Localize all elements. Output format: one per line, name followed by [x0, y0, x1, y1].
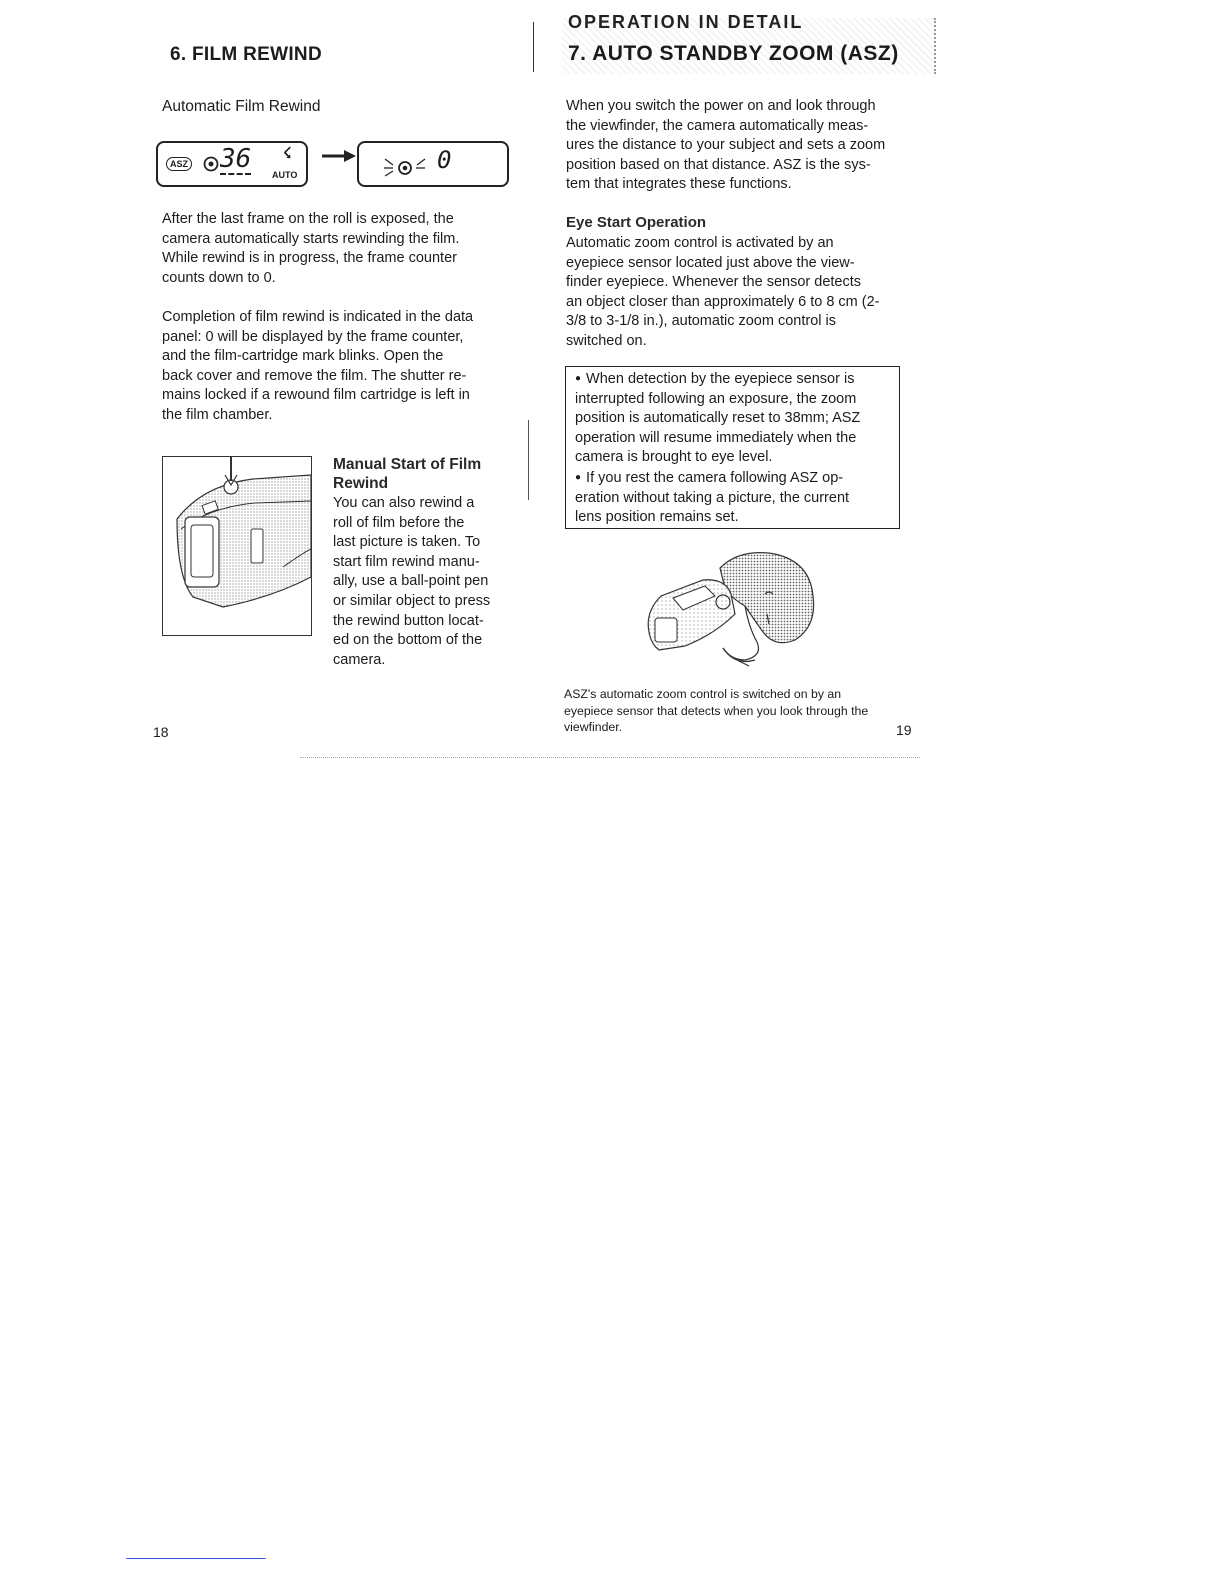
rewind-paragraph-2: Completion of film rewind is indicated in the data panel: 0 will be displayed by the frame counter, and the film-cartridge mark blinks. Open the back cover and remove the film. The shutter re- mains locked if a rewound film cartridge is left in the film chamber.	[162, 309, 474, 423]
scan-edge-line	[300, 757, 920, 758]
bullet-icon: ●	[575, 471, 582, 483]
notes-box	[565, 366, 900, 529]
lcd-display-before	[156, 141, 308, 187]
page-divider-lower	[528, 420, 529, 500]
frame-counter-0: 0	[437, 146, 452, 174]
lens-icon	[203, 156, 219, 172]
camera-drawing	[163, 457, 311, 635]
note-item-2: ● If you rest the camera following ASZ op- eration without taking a picture, the current lens position remains set.	[575, 469, 850, 526]
eyepiece-sensor-illustration	[645, 548, 820, 673]
blinking-cartridge-icon	[381, 155, 437, 179]
camera-bottom-illustration	[162, 456, 312, 636]
left-page-number: 18	[153, 724, 169, 740]
header-running-title: OPERATION IN DETAIL	[568, 12, 804, 28]
figure-caption: ASZ's automatic zoom control is switched on by an eyepiece sensor that detects when you look through the viewfinder.	[564, 687, 869, 734]
arrow-right-icon	[320, 148, 358, 164]
eye-start-title: Eye Start Operation	[566, 214, 707, 231]
frame-counter-36: 36	[220, 144, 252, 174]
flash-icon: ☇	[283, 145, 292, 162]
left-section-title: 6. FILM REWIND	[170, 44, 322, 65]
asz-intro: When you switch the power on and look through the viewfinder, the camera automatically meas- ures the distance to your subject and sets a zoom position based on that distance. ASZ is the sys- tem that integrates these functions.	[566, 98, 886, 193]
note-item-1: ● When detection by the eyepiece sensor is interrupted following an exposure, the zoom position is automatically reset to 38mm; ASZ operation will resume immediately when the camera is brought to eye level.	[575, 371, 861, 466]
manual-rewind-title: Manual Start of Film Rewind	[333, 456, 482, 492]
left-subtitle: Automatic Film Rewind	[162, 98, 321, 115]
lcd-display-after	[357, 141, 509, 187]
right-section-title: 7. AUTO STANDBY ZOOM (ASZ)	[568, 42, 899, 65]
bullet-icon: ●	[575, 373, 582, 384]
manual-rewind-text: You can also rewind a roll of film before the last picture is taken. To start film rewind manu- ally, use a ball-point pen or similar object to press the rewind button locat- ed on the bottom of the camera.	[333, 495, 491, 668]
right-page-number: 19	[896, 722, 912, 738]
eye-start-text: Automatic zoom control is activated by an eyepiece sensor located just above the view- finder eyepiece. Whenever the sensor detects an object closer than approximately 6 to 8 cm (2- 3/8 to 3-1/8 in.), automatic zoom control is switched on.	[566, 235, 880, 349]
footer-link-line	[126, 1558, 266, 1559]
rewind-paragraph-1: After the last frame on the roll is exposed, the camera automatically starts rewinding the film. While rewind is in progress, the frame counter counts down to 0.	[162, 211, 460, 286]
auto-label: AUTO	[272, 170, 298, 180]
asz-mark: ASZ	[166, 157, 192, 171]
page-divider	[533, 22, 534, 72]
right-header-band	[562, 12, 936, 74]
